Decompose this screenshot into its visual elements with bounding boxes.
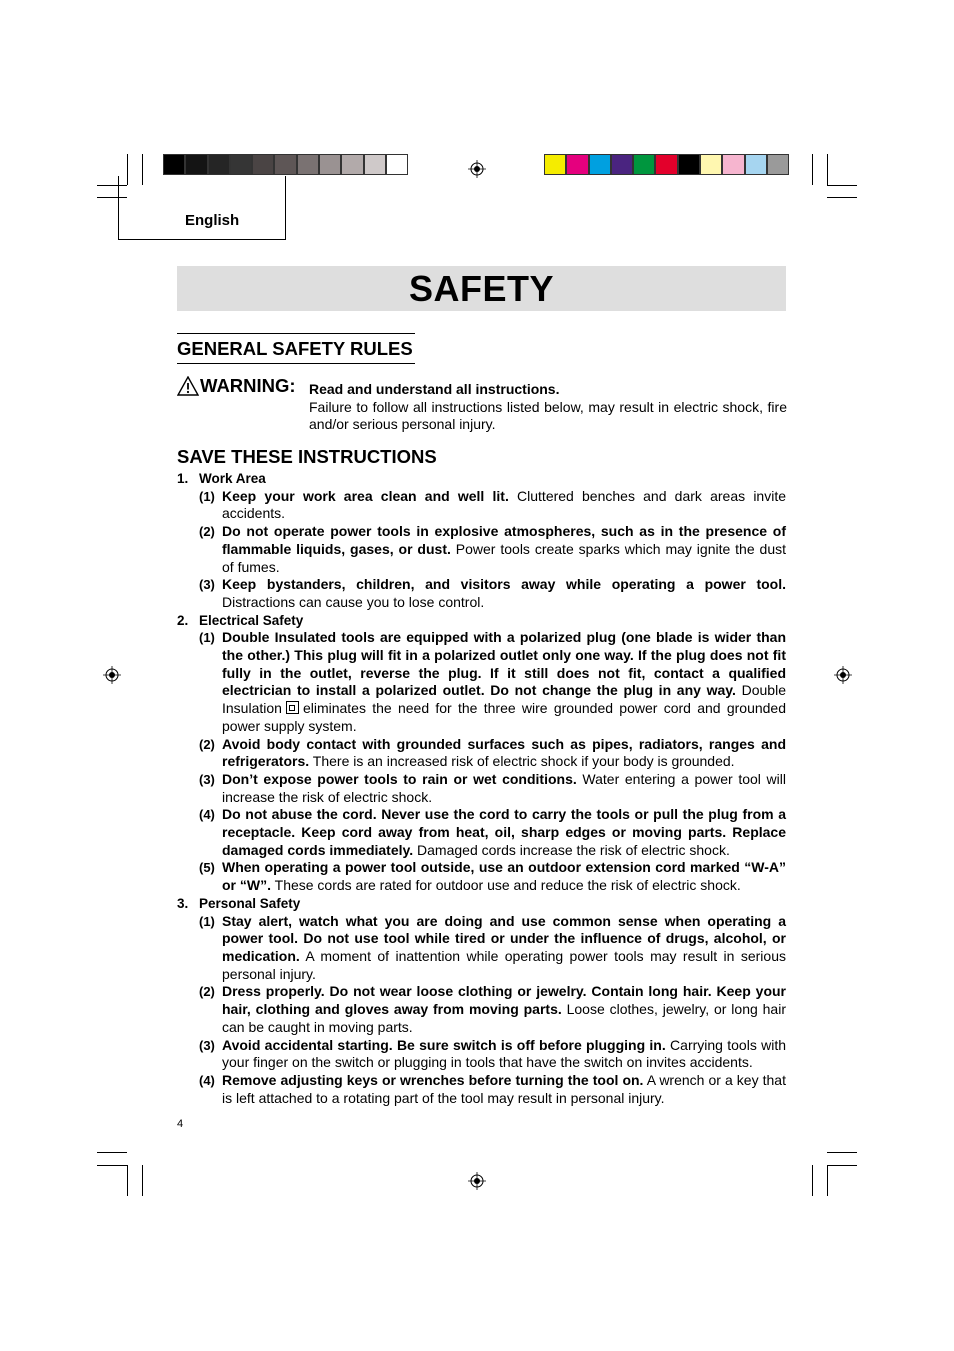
item-number: (2) bbox=[199, 736, 215, 752]
rule-item bbox=[177, 983, 786, 1036]
rule-emphasis: Keep bystanders, children, and visitors away while operating a power tool. bbox=[222, 576, 786, 593]
color-swatch bbox=[274, 154, 296, 175]
item-number: (3) bbox=[199, 1037, 215, 1053]
color-swatch bbox=[319, 154, 341, 175]
rule-item bbox=[177, 488, 786, 523]
rule-explanation: Damaged cords increase the risk of electric shock. bbox=[413, 841, 730, 858]
language-tab bbox=[118, 176, 286, 240]
rule-item bbox=[177, 913, 786, 984]
rule-explanation: Power tools create sparks which may ignite the dust of fumes. bbox=[222, 540, 786, 575]
rule-explanation: A moment of inattention while operating power tools may result in serious personal injury. bbox=[222, 947, 786, 982]
rule-item bbox=[177, 771, 786, 806]
color-swatch bbox=[700, 154, 722, 175]
rule-explanation: Loose clothes, jewelry, or long hair can be caught in moving parts. bbox=[222, 1001, 786, 1035]
section-heading bbox=[177, 895, 786, 913]
rule-item bbox=[177, 1072, 786, 1107]
section-title: Electrical Safety bbox=[199, 612, 304, 628]
heading-top-rule bbox=[177, 333, 415, 334]
rule-explanation: A wrench or a key that is left attached to a rotating part of the tool may result in personal injury. bbox=[222, 1071, 786, 1106]
rule-emphasis: Avoid body contact with grounded surfaces such as pipes, radiators, ranges and refrigerators. bbox=[222, 735, 786, 770]
rule-item bbox=[177, 629, 786, 735]
section-title: Work Area bbox=[199, 471, 266, 486]
color-swatch bbox=[633, 154, 655, 175]
warning-text bbox=[309, 381, 787, 434]
rule-emphasis: When operating a power tool outside, use an outdoor extension cord marked “W-A” or “W”. bbox=[222, 859, 786, 894]
color-swatch bbox=[678, 154, 700, 175]
section-title: Personal Safety bbox=[199, 895, 301, 911]
item-number: (3) bbox=[199, 771, 215, 787]
color-swatch bbox=[252, 154, 274, 175]
color-swatch bbox=[745, 154, 767, 175]
item-number: (1) bbox=[199, 488, 215, 504]
rule-emphasis: Don’t expose power tools to rain or wet conditions. bbox=[222, 770, 577, 787]
color-swatch bbox=[611, 154, 633, 175]
warning-label: WARNING: bbox=[200, 375, 296, 396]
rule-explanation: Water entering a power tool will increase the risk of electric shock. bbox=[222, 770, 786, 805]
rule-explanation: Distractions can cause you to lose control. bbox=[222, 593, 485, 610]
rule-explanation: There is an increased risk of electric shock if your body is grounded. bbox=[309, 753, 735, 770]
color-swatch bbox=[655, 154, 677, 175]
rule-emphasis: Dress properly. Do not wear loose clothing or jewelry. Contain long hair. Keep your hair, clothing and gloves away from moving parts. bbox=[222, 983, 786, 1018]
color-swatch bbox=[767, 154, 789, 175]
rule-item bbox=[177, 736, 786, 771]
color-swatch bbox=[364, 154, 386, 175]
rule-explanation: These cords are rated for outdoor use and reduce the risk of electric shock. bbox=[271, 877, 741, 894]
color-swatch bbox=[185, 154, 207, 175]
rule-item bbox=[177, 576, 786, 611]
double-insulation-icon bbox=[286, 701, 299, 714]
section-number: 1. bbox=[177, 471, 189, 486]
heading-bottom-rule bbox=[177, 363, 415, 364]
title-band bbox=[177, 266, 786, 311]
rule-item bbox=[177, 806, 786, 859]
page-title: SAFETY bbox=[408, 267, 554, 309]
rule-item bbox=[177, 1037, 786, 1072]
grayscale-calibration-bar bbox=[163, 154, 408, 176]
rule-emphasis: Do not abuse the cord. Never use the cord to carry the tools or pull the plug from a receptacle. Keep cord away from heat, oil, sharp edges or moving parts. Replace damaged cords immediately. bbox=[222, 806, 786, 858]
item-number: (1) bbox=[199, 913, 215, 929]
registration-mark-icon bbox=[468, 1172, 486, 1190]
rule-explanation: Cluttered benches and dark areas invite accidents. bbox=[222, 487, 786, 522]
section-number: 2. bbox=[177, 612, 189, 628]
section-number: 3. bbox=[177, 895, 189, 911]
safety-rules-list bbox=[177, 470, 786, 1107]
registration-mark-icon bbox=[468, 160, 486, 178]
rule-emphasis: Stay alert, watch what you are doing and use common sense when operating a power tool. Do not use tool while tired or under the influence of drugs, alcohol, or medication. bbox=[222, 912, 786, 964]
item-number: (4) bbox=[199, 1072, 215, 1088]
rule-emphasis: Do not operate power tools in explosive atmospheres, such as in the presence of flammable liquids, gases, or dust. bbox=[222, 523, 786, 557]
item-number: (1) bbox=[199, 630, 215, 646]
color-swatch bbox=[544, 154, 566, 175]
warning-triangle-icon bbox=[177, 376, 199, 396]
color-swatch bbox=[589, 154, 611, 175]
color-swatch bbox=[230, 154, 252, 175]
color-swatch bbox=[208, 154, 230, 175]
rule-emphasis: Keep your work area clean and well lit. bbox=[222, 487, 509, 504]
color-swatch bbox=[566, 154, 588, 175]
save-instructions-heading: SAVE THESE INSTRUCTIONS bbox=[177, 446, 437, 467]
color-swatch bbox=[386, 154, 408, 175]
item-number: (2) bbox=[199, 524, 215, 540]
rule-explanation: Carrying tools with your finger on the switch or plugging in tools that have the switch on invites accidents. bbox=[222, 1036, 787, 1071]
rule-item bbox=[177, 859, 786, 894]
rule-emphasis: Double Insulated tools are equipped with a polarized plug (one blade is wider than the other.) This plug will fit in a polarized outlet only one way. If the plug does not fit fully in the outlet, reverse the plug. If it still does not fit, contact a qualified electrician to install a polarized outlet. Do not change the plug in any way. bbox=[222, 629, 786, 699]
item-number: (3) bbox=[199, 577, 215, 593]
section-heading bbox=[177, 470, 786, 488]
warning-body: Failure to follow all instructions listed below, may result in electric shock, fire and/or serious personal injury. bbox=[309, 398, 787, 432]
item-number: (2) bbox=[199, 984, 215, 1000]
rule-item bbox=[177, 523, 786, 576]
color-swatch bbox=[722, 154, 744, 175]
section-heading bbox=[177, 612, 786, 630]
registration-mark-icon bbox=[834, 666, 852, 684]
item-number: (5) bbox=[199, 860, 215, 876]
color-swatch bbox=[297, 154, 319, 175]
warning-lead: Read and understand all instructions. bbox=[309, 381, 560, 397]
page-number: 4 bbox=[177, 1118, 184, 1130]
rule-explanation: Double Insulation bbox=[222, 682, 786, 717]
rule-emphasis: Avoid accidental starting. Be sure switch is off before plugging in. bbox=[222, 1036, 666, 1053]
rule-explanation-continued: eliminates the need for the three wire grounded power cord and grounded power supply system. bbox=[222, 700, 786, 734]
general-rules-heading: GENERAL SAFETY RULES bbox=[177, 338, 413, 359]
rule-emphasis: Remove adjusting keys or wrenches before turning the tool on. bbox=[222, 1071, 644, 1088]
language-label: English bbox=[185, 212, 240, 229]
color-swatch bbox=[163, 154, 185, 175]
color-calibration-bar bbox=[544, 154, 789, 176]
registration-mark-icon bbox=[103, 666, 121, 684]
item-number: (4) bbox=[199, 807, 215, 823]
color-swatch bbox=[341, 154, 363, 175]
